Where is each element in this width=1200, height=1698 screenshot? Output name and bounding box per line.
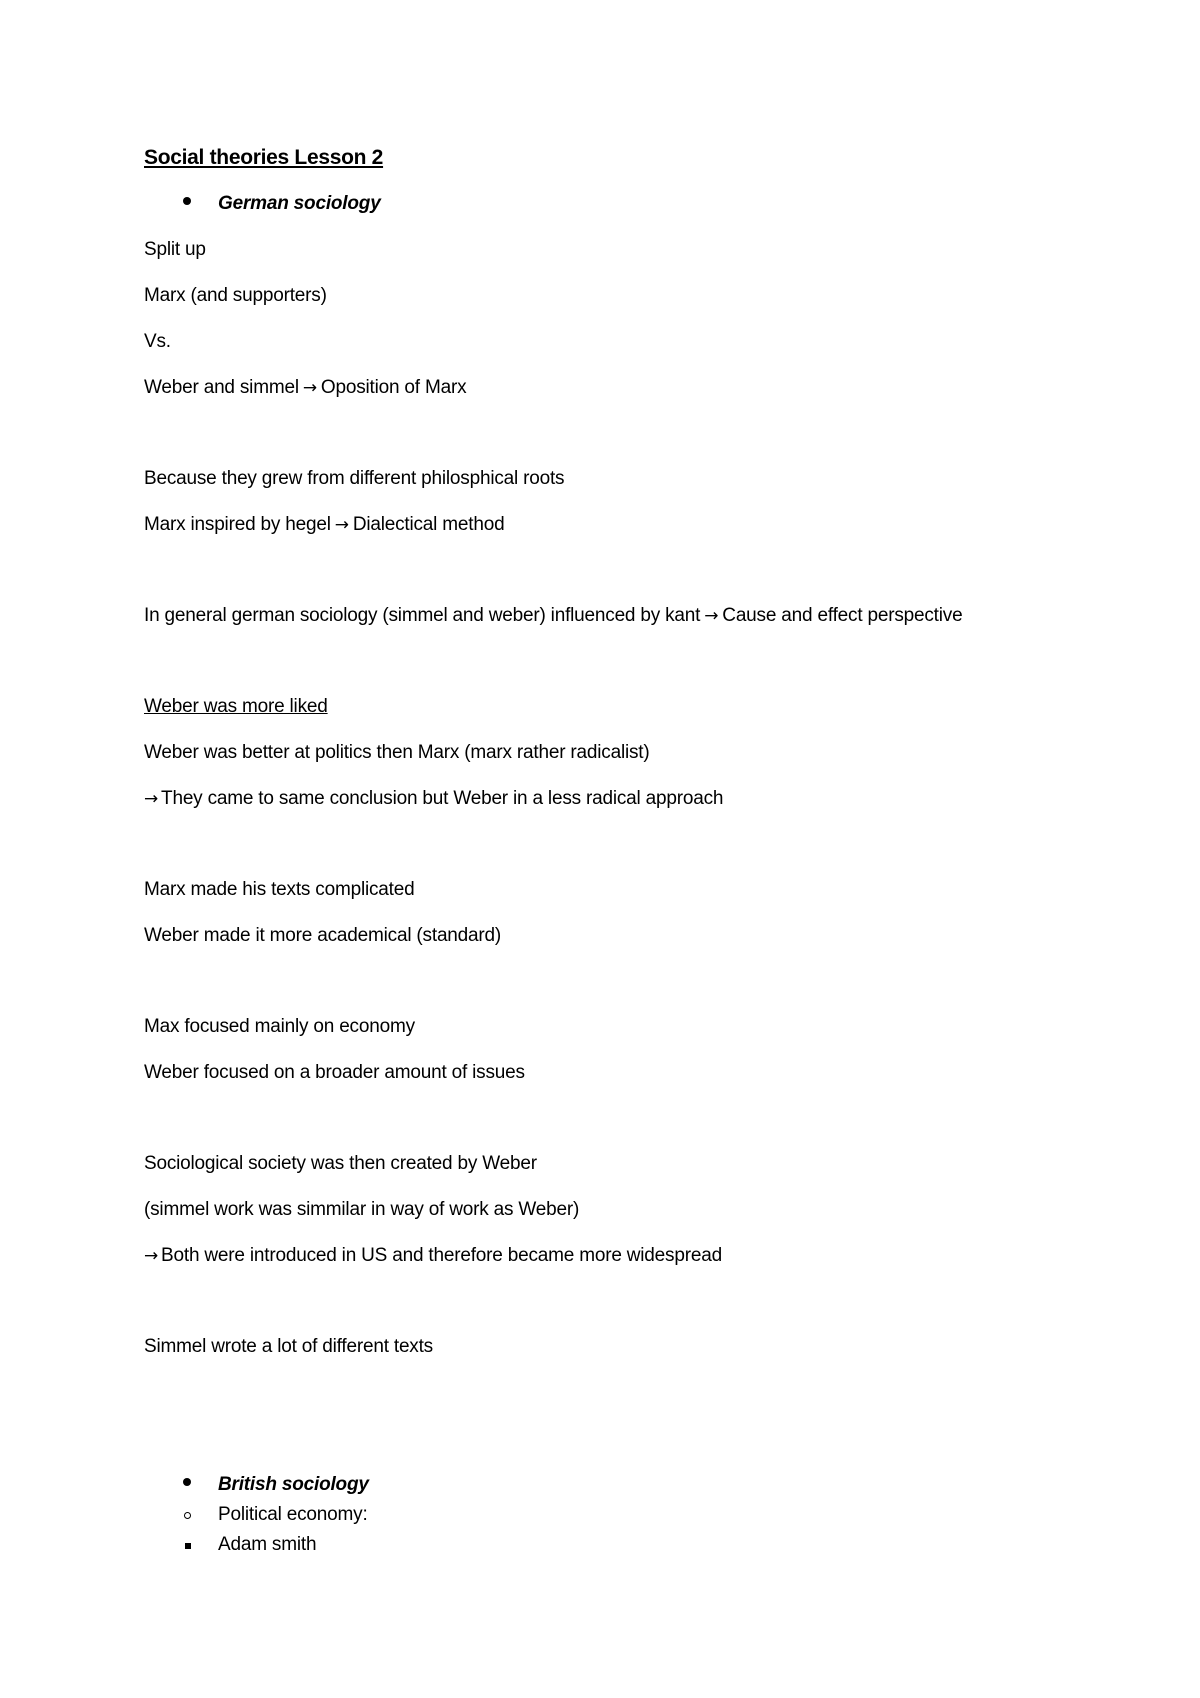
section-heading-german: German sociology: [218, 193, 381, 214]
text-line: (simmel work was simmilar in way of work as Weber): [144, 1199, 580, 1220]
bullet-disc-icon: [183, 197, 191, 205]
page-title: Social theories Lesson 2: [144, 146, 384, 169]
arrow-right-icon: →: [704, 606, 719, 626]
text-fragment: Marx inspired by hegel: [144, 514, 331, 535]
list-item: Political economy:: [218, 1504, 368, 1525]
text-line: [144, 1244, 722, 1268]
bullet-circle-icon: [184, 1512, 191, 1519]
text-line: Marx (and supporters): [144, 285, 327, 306]
text-line: Sociological society was then created by Weber: [144, 1153, 537, 1174]
text-fragment: Cause and effect perspective: [722, 605, 963, 626]
text-line: Simmel wrote a lot of different texts: [144, 1336, 433, 1357]
text-line: Weber was better at politics then Marx (marx rather radicalist): [144, 742, 650, 763]
text-fragment: They came to same conclusion but Weber in a less radical approach: [161, 788, 724, 809]
text-line: Max focused mainly on economy: [144, 1016, 415, 1037]
arrow-right-icon: →: [144, 789, 159, 809]
text-line: Weber focused on a broader amount of issues: [144, 1062, 525, 1083]
text-fragment: Both were introduced in US and therefore became more widespread: [161, 1245, 722, 1266]
underlined-subheading: Weber was more liked: [144, 696, 328, 717]
text-line: [144, 376, 466, 400]
text-fragment: Weber and simmel: [144, 377, 299, 398]
text-line: Marx made his texts complicated: [144, 879, 415, 900]
text-fragment: In general german sociology (simmel and weber) influenced by kant: [144, 605, 701, 626]
text-line: [144, 513, 504, 537]
text-line: Vs.: [144, 331, 171, 352]
text-fragment: Oposition of Marx: [320, 377, 467, 398]
text-line: [144, 787, 723, 811]
arrow-right-icon: →: [334, 515, 349, 535]
bullet-disc-icon: [183, 1478, 191, 1486]
text-line: Weber made it more academical (standard): [144, 925, 502, 946]
arrow-right-icon: →: [302, 378, 317, 398]
arrow-right-icon: →: [144, 1246, 159, 1266]
section-heading-british: British sociology: [218, 1474, 369, 1495]
text-line: [144, 604, 962, 628]
text-line: Split up: [144, 239, 206, 260]
text-fragment: Dialectical method: [352, 514, 505, 535]
bullet-square-icon: [185, 1543, 191, 1549]
list-item: Adam smith: [218, 1534, 317, 1555]
text-line: Because they grew from different philosphical roots: [144, 468, 565, 489]
